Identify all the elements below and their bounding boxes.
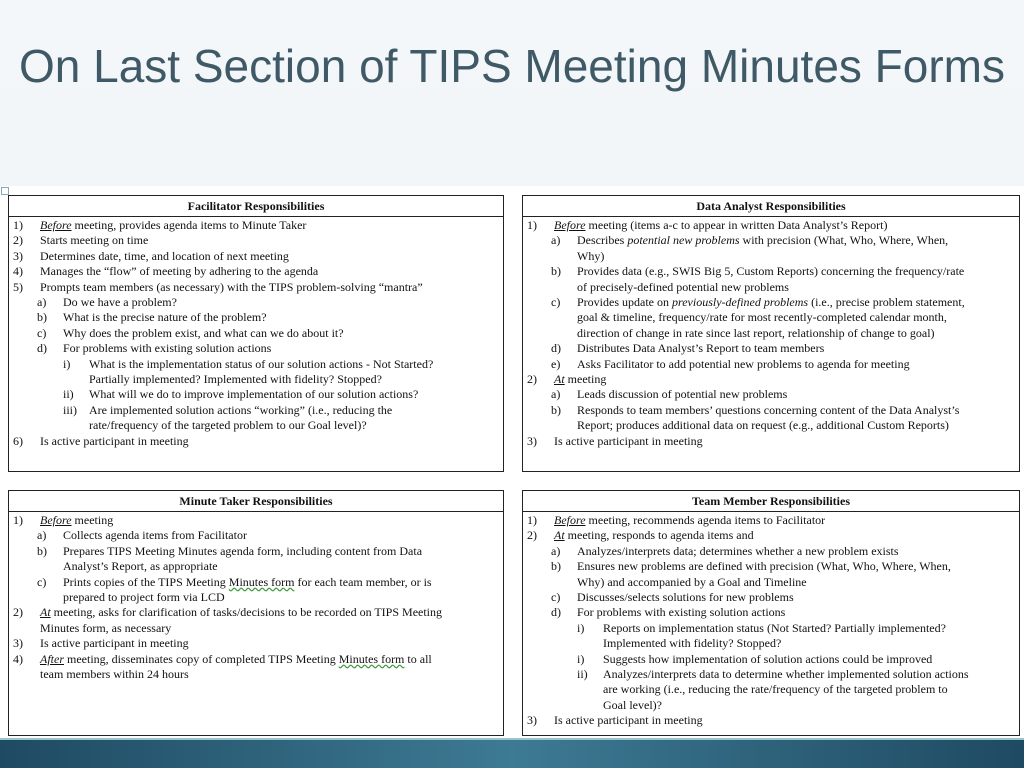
data-analyst-heading: Data Analyst Responsibilities bbox=[523, 196, 1019, 217]
minute-taker-heading: Minute Taker Responsibilities bbox=[9, 491, 503, 512]
minute-taker-box bbox=[8, 490, 504, 736]
scanned-document bbox=[0, 186, 1024, 738]
list-item-continuation: Analyst’s Report, as appropriate bbox=[63, 559, 218, 574]
list-item: 4) Manages the “flow” of meeting by adhering to the agenda bbox=[13, 264, 319, 279]
list-item: c) Provides update on previously-defined problems (i.e., precise problem statement, bbox=[551, 295, 965, 310]
list-item: i) What is the implementation status of our solution actions - Not Started? bbox=[63, 356, 434, 371]
list-item: b) Provides data (e.g., SWIS Big 5, Custom Reports) concerning the frequency/rate bbox=[551, 264, 965, 279]
team-member-box bbox=[522, 490, 1020, 736]
list-item-continuation: goal & timeline, frequency/rate for most recently-completed calendar month, bbox=[577, 310, 947, 325]
list-item: d) Distributes Data Analyst’s Report to team members bbox=[551, 341, 825, 356]
list-item: c) Why does the problem exist, and what can we do about it? bbox=[37, 325, 344, 340]
list-item: 6) Is active participant in meeting bbox=[13, 433, 189, 448]
list-item: 3) Is active participant in meeting bbox=[527, 433, 703, 448]
list-item: ii) Analyzes/interprets data to determine whether implemented solution actions bbox=[577, 667, 969, 682]
list-item-continuation: of precisely-defined potential new problems bbox=[577, 279, 789, 294]
list-item-continuation: team members within 24 hours bbox=[40, 667, 189, 682]
anchor-marker-icon bbox=[1, 187, 9, 195]
list-item: 2) At meeting bbox=[527, 372, 607, 387]
list-item: 3) Is active participant in meeting bbox=[527, 713, 703, 728]
list-item: e) Asks Facilitator to add potential new problems to agenda for meeting bbox=[551, 356, 910, 371]
list-item: b) What is the precise nature of the problem? bbox=[37, 310, 267, 325]
list-item: b) Prepares TIPS Meeting Minutes agenda form, including content from Data bbox=[37, 543, 423, 558]
list-item: a) Do we have a problem? bbox=[37, 295, 177, 310]
footer-band bbox=[0, 738, 1024, 768]
list-item: a) Describes potential new problems with precision (What, Who, Where, When, bbox=[551, 233, 949, 248]
list-item-continuation: prepared to project form via LCD bbox=[63, 590, 225, 605]
slide-title: On Last Section of TIPS Meeting Minutes Forms bbox=[18, 40, 1005, 92]
facilitator-heading: Facilitator Responsibilities bbox=[9, 196, 503, 217]
list-item: 4) After meeting, disseminates copy of completed TIPS Meeting Minutes form to all bbox=[13, 651, 432, 666]
list-item-continuation: direction of change in rate since last report, relationship of change to goal) bbox=[577, 325, 935, 340]
list-item: 1) Before meeting (items a-c to appear in written Data Analyst’s Report) bbox=[527, 218, 888, 232]
data-analyst-box bbox=[522, 195, 1020, 472]
list-item: 3) Is active participant in meeting bbox=[13, 636, 189, 651]
list-item-continuation: Report; produces additional data on request (e.g., additional Custom Reports) bbox=[577, 418, 949, 433]
list-item: 5) Prompts team members (as necessary) with the TIPS problem-solving “mantra” bbox=[13, 279, 423, 294]
list-item: 2) At meeting, asks for clarification of tasks/decisions to be recorded on TIPS Meeting bbox=[13, 605, 443, 620]
list-item: b) Ensures new problems are defined with precision (What, Who, Where, When, bbox=[551, 559, 951, 574]
list-item: d) For problems with existing solution actions bbox=[551, 605, 786, 620]
facilitator-box bbox=[8, 195, 504, 472]
list-item-continuation: Partially implemented? Implemented with fidelity? Stopped? bbox=[89, 372, 382, 387]
list-item-continuation: Minutes form, as necessary bbox=[40, 620, 172, 635]
list-item: a) Analyzes/interprets data; determines whether a new problem exists bbox=[551, 543, 899, 558]
list-item: i) Suggests how implementation of solution actions could be improved bbox=[577, 651, 933, 666]
list-item: a) Collects agenda items from Facilitator bbox=[37, 528, 247, 543]
list-item: a) Leads discussion of potential new problems bbox=[551, 387, 788, 402]
list-item: ii) What will we do to improve implementation of our solution actions? bbox=[63, 387, 419, 402]
team-member-heading: Team Member Responsibilities bbox=[523, 491, 1019, 512]
list-item: c) Prints copies of the TIPS Meeting Minutes form for each team member, or is bbox=[37, 574, 432, 589]
list-item: b) Responds to team members’ questions concerning content of the Data Analyst’s bbox=[551, 402, 960, 417]
list-item: 2) At meeting, responds to agenda items and bbox=[527, 528, 754, 543]
list-item-continuation: are working (i.e., reducing the rate/frequency of the targeted problem to bbox=[603, 682, 948, 697]
list-item-continuation: rate/frequency of the targeted problem to our Goal level)? bbox=[89, 418, 367, 433]
list-item: 1) Before meeting bbox=[13, 513, 114, 527]
list-item-continuation: Goal level)? bbox=[603, 697, 662, 712]
list-item: i) Reports on implementation status (Not Started? Partially implemented? bbox=[577, 620, 946, 635]
list-item: c) Discusses/selects solutions for new problems bbox=[551, 590, 794, 605]
list-item-continuation: Why) and accompanied by a Goal and Timeline bbox=[577, 574, 807, 589]
list-item: d) For problems with existing solution actions bbox=[37, 341, 272, 356]
list-item: 1) Before meeting, provides agenda items to Minute Taker bbox=[13, 218, 307, 232]
list-item: iii) Are implemented solution actions “working” (i.e., reducing the bbox=[63, 402, 393, 417]
list-item: 2) Starts meeting on time bbox=[13, 233, 149, 248]
list-item-continuation: Why) bbox=[577, 248, 605, 263]
list-item: 3) Determines date, time, and location of next meeting bbox=[13, 248, 289, 263]
list-item: 1) Before meeting, recommends agenda items to Facilitator bbox=[527, 513, 826, 527]
list-item-continuation: Implemented with fidelity? Stopped? bbox=[603, 636, 782, 651]
